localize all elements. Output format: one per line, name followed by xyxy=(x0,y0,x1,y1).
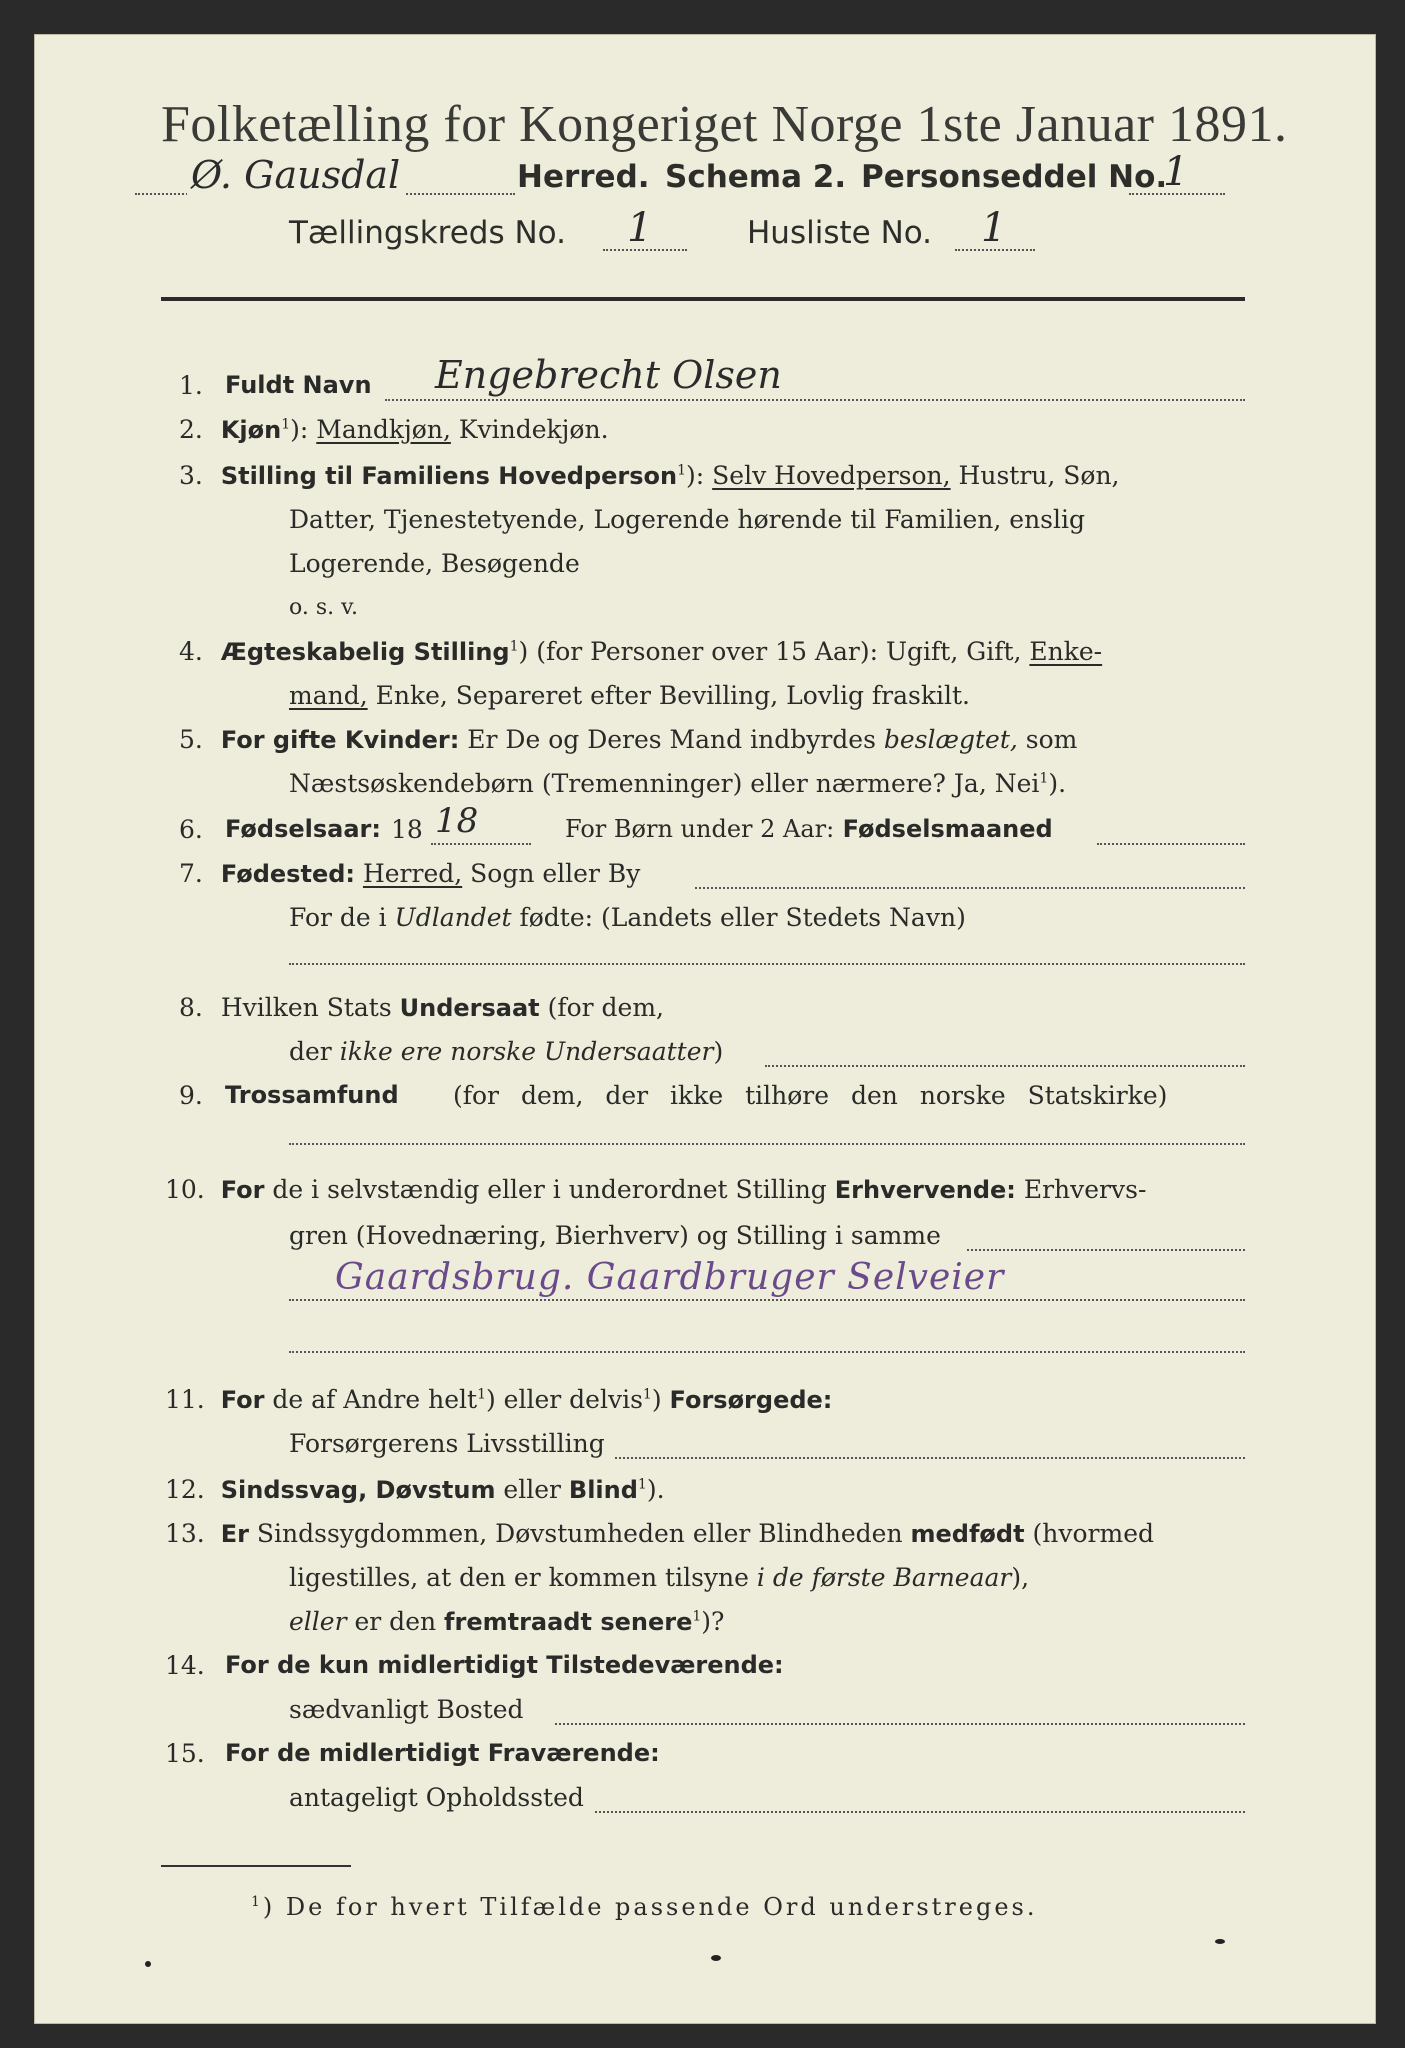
q11-dotline xyxy=(615,1457,1245,1459)
q13-line3i: eller xyxy=(289,1607,347,1636)
q3-line1 xyxy=(179,461,1120,490)
q5-number: 5. xyxy=(179,725,203,754)
q5-rest1: Er De og Deres Mand indbyrdes xyxy=(459,725,884,754)
q8-line1 xyxy=(179,993,664,1022)
q10-rest1: de i selvstændig eller i underordnet Stilling xyxy=(264,1175,835,1204)
q12-rest1: eller xyxy=(495,1475,569,1504)
q7-rest1: Sogn eller By xyxy=(462,859,641,888)
q13-tail: )? xyxy=(701,1607,725,1636)
q6-label xyxy=(225,815,381,843)
footnote-divider xyxy=(161,1865,351,1867)
herred-label: Herred. xyxy=(517,159,650,195)
q10-number: 10. xyxy=(165,1175,205,1204)
q13-sup: 1 xyxy=(692,1608,702,1625)
q3-selected: Selv Hovedperson, xyxy=(712,461,951,490)
q10-line2: gren (Hovednæring, Bierhverv) og Stilling i samme xyxy=(289,1221,941,1250)
q14-label: For de kun midlertidigt Tilstedeværende: xyxy=(225,1651,784,1679)
q8-label: Undersaat xyxy=(399,994,540,1022)
husliste-label: Husliste No. xyxy=(747,215,933,251)
q3-rest1: Hustru, Søn, xyxy=(950,461,1120,490)
kreds-value: 1 xyxy=(627,205,653,251)
q14-line2: sædvanligt Bosted xyxy=(289,1695,524,1724)
q2-number: 2. xyxy=(179,415,203,444)
q2-line xyxy=(179,415,609,444)
q5-tail: ). xyxy=(1048,769,1067,798)
q7-dotline xyxy=(695,887,1245,889)
q6-label-text: Fødselsaar: xyxy=(225,815,381,843)
q2-sup: 1 xyxy=(281,416,291,433)
q7-line2a: For de i xyxy=(289,903,395,932)
q3-line3: Logerende, Besøgende xyxy=(289,549,580,578)
schema-label: Schema 2. xyxy=(665,159,847,195)
form-title: Folketælling for Kongeriget Norge 1ste Januar 1891. xyxy=(161,96,1288,153)
q4-rest2: Enke, Separeret efter Bevilling, Lovlig fraskilt. xyxy=(367,681,970,710)
q14-number: 14. xyxy=(165,1651,205,1680)
q15-dotline xyxy=(595,1811,1245,1813)
q3-sup: 1 xyxy=(677,462,687,479)
q12-label2: Blind xyxy=(568,1476,638,1504)
q8-line2a: der xyxy=(289,1037,340,1066)
q15-line2: antageligt Opholdssted xyxy=(289,1783,584,1812)
q1-value: Engebrecht Olsen xyxy=(435,353,782,397)
q8-pre: Hvilken Stats xyxy=(220,993,400,1022)
husliste-value: 1 xyxy=(981,205,1007,251)
q11-line1 xyxy=(165,1385,832,1414)
q7-line2 xyxy=(289,903,966,932)
q11-number: 11. xyxy=(165,1385,205,1414)
q10-rest1b: Erhvervs- xyxy=(1015,1175,1147,1204)
q7-number: 7. xyxy=(179,859,203,888)
q8-number: 8. xyxy=(179,993,203,1022)
q11-rest3: ) xyxy=(651,1385,670,1414)
q6-label3: Fødselsmaaned xyxy=(834,815,1053,843)
q15-number: 15. xyxy=(165,1739,205,1768)
q11-label2: Forsørgede: xyxy=(669,1386,833,1414)
q7-selected: Herred, xyxy=(362,859,463,888)
q10-value: Gaardsbrug. Gaardbruger Selveier xyxy=(335,1257,1005,1298)
ink-speck xyxy=(711,1955,721,1961)
q3-line2: Datter, Tjenestetyende, Logerende hørende til Familien, enslig xyxy=(289,505,1086,534)
q10-line1 xyxy=(165,1175,1146,1204)
personseddel-value: 1 xyxy=(1163,149,1189,195)
q11-rest2: ) eller delvis xyxy=(485,1385,643,1414)
q11-label: For xyxy=(220,1386,265,1414)
q3-number: 3. xyxy=(179,461,203,490)
q13-rest1b: (hvormed xyxy=(1024,1519,1154,1548)
q9-label: Trossamfund xyxy=(225,1081,399,1109)
q7-line2i: Udlandet xyxy=(394,903,512,932)
q13-line3a: er den xyxy=(346,1607,445,1636)
q5-line2-text: Næstsøskendebørn (Tremenninger) eller nærmere? Ja, Nei xyxy=(289,769,1040,798)
q3-line4: o. s. v. xyxy=(289,595,358,620)
q1-number: 1. xyxy=(179,371,203,400)
q10-dotline2 xyxy=(289,1299,1245,1301)
q6-year-value: 18 xyxy=(435,801,479,841)
q10-label: For xyxy=(220,1176,265,1204)
q12-tail: ). xyxy=(646,1475,665,1504)
q10-label2: Erhvervende: xyxy=(834,1176,1016,1204)
q13-line2i: i de første Barneaar xyxy=(756,1563,1012,1592)
q13-number: 13. xyxy=(165,1519,205,1548)
q13-line1 xyxy=(165,1519,1154,1548)
q10-dotline3 xyxy=(289,1351,1245,1353)
q4-number: 4. xyxy=(179,637,203,666)
footnote xyxy=(251,1893,1037,1921)
q2-tail: ): xyxy=(290,415,309,444)
q5-sup: 1 xyxy=(1039,770,1049,787)
q9-rest1: (for dem, der ikke tilhøre den norske Statskirke) xyxy=(453,1081,1168,1110)
q5-ital: beslægtet, xyxy=(883,725,1018,754)
q5-line2 xyxy=(289,769,1066,798)
ink-speck xyxy=(145,1961,151,1967)
q8-line2 xyxy=(289,1037,723,1066)
q9-number: 9. xyxy=(179,1081,203,1110)
q12-sup: 1 xyxy=(637,1476,647,1493)
q6-label2-text: For Børn under 2 Aar: xyxy=(565,815,835,843)
q7-line1 xyxy=(179,859,640,888)
q4-line1 xyxy=(179,637,1102,666)
q3-tail: ): xyxy=(686,461,705,490)
q4-selected-a: Enke- xyxy=(1029,637,1103,666)
q6-year-prefix: 18 xyxy=(391,815,423,844)
q7-label: Fødested: xyxy=(220,860,355,888)
q4-rest1: ) (for Personer over 15 Aar): Ugift, Gift, xyxy=(518,637,1030,666)
q7-line2b: fødte: (Landets eller Stedets Navn) xyxy=(511,903,966,932)
footnote-text: ) De for hvert Tilfælde passende Ord understreges. xyxy=(262,1893,1038,1921)
q12-label: Sindssvag, Døvstum xyxy=(220,1476,496,1504)
q13-label: Er xyxy=(220,1520,249,1548)
q2-option-kvindekjon: Kvindekjøn. xyxy=(450,415,609,444)
q13-line3b: fremtraadt senere xyxy=(444,1608,693,1636)
q11-rest1: de af Andre helt xyxy=(264,1385,478,1414)
q10-dotline1 xyxy=(967,1249,1245,1251)
q5-rest1b: som xyxy=(1017,725,1078,754)
q8-dotline xyxy=(765,1065,1245,1067)
q8-line2i: ikke ere norske Undersaatter xyxy=(339,1037,714,1066)
q13-label2: medfødt xyxy=(910,1520,1025,1548)
q1-label: Fuldt Navn xyxy=(225,371,372,399)
q6-month-dotline xyxy=(1097,843,1245,845)
q13-rest1: Sindssygdommen, Døvstumheden eller Blindheden xyxy=(248,1519,911,1548)
q3-label: Stilling til Familiens Hovedperson xyxy=(220,462,678,490)
q9-dotline xyxy=(289,1143,1245,1145)
q11-line2: Forsørgerens Livsstilling xyxy=(289,1429,605,1458)
q5-line1 xyxy=(179,725,1077,754)
q11-sup: 1 xyxy=(477,1386,486,1403)
q4-sup: 1 xyxy=(509,638,519,655)
q13-line2 xyxy=(289,1563,1029,1592)
q7-dotline2 xyxy=(289,963,1245,965)
q5-label: For gifte Kvinder: xyxy=(220,726,460,754)
q12-line xyxy=(165,1475,665,1504)
q13-line2b: ), xyxy=(1011,1563,1030,1592)
q15-label: For de midlertidigt Fraværende: xyxy=(225,1739,660,1767)
census-form xyxy=(34,34,1376,2024)
q6-number: 6. xyxy=(179,815,203,844)
ink-speck xyxy=(1215,1939,1225,1944)
herred-value: Ø. Gausdal xyxy=(187,153,404,197)
q2-option-mandkjon: Mandkjøn, xyxy=(316,415,451,444)
q2-label: Kjøn xyxy=(220,416,282,444)
q6-label2 xyxy=(565,815,1053,843)
q8-line2b: ) xyxy=(713,1037,724,1066)
q4-selected-b: mand, xyxy=(289,681,368,710)
header-divider xyxy=(161,297,1245,301)
footnote-sup: 1 xyxy=(251,1894,263,1910)
q1-dotline xyxy=(385,399,1245,401)
personseddel-label: Personseddel No. xyxy=(861,159,1168,195)
kreds-label: Tællingskreds No. xyxy=(289,215,566,251)
q12-number: 12. xyxy=(165,1475,205,1504)
q4-label: Ægteskabelig Stilling xyxy=(220,638,510,666)
q14-dotline xyxy=(555,1723,1245,1725)
q8-rest1: (for dem, xyxy=(539,993,664,1022)
q4-line2 xyxy=(289,681,970,710)
q13-line3 xyxy=(289,1607,724,1636)
q13-line2a: ligestilles, at den er kommen tilsyne xyxy=(289,1563,757,1592)
q6-year-dotline xyxy=(431,843,531,845)
q11-sup2: 1 xyxy=(642,1386,652,1403)
